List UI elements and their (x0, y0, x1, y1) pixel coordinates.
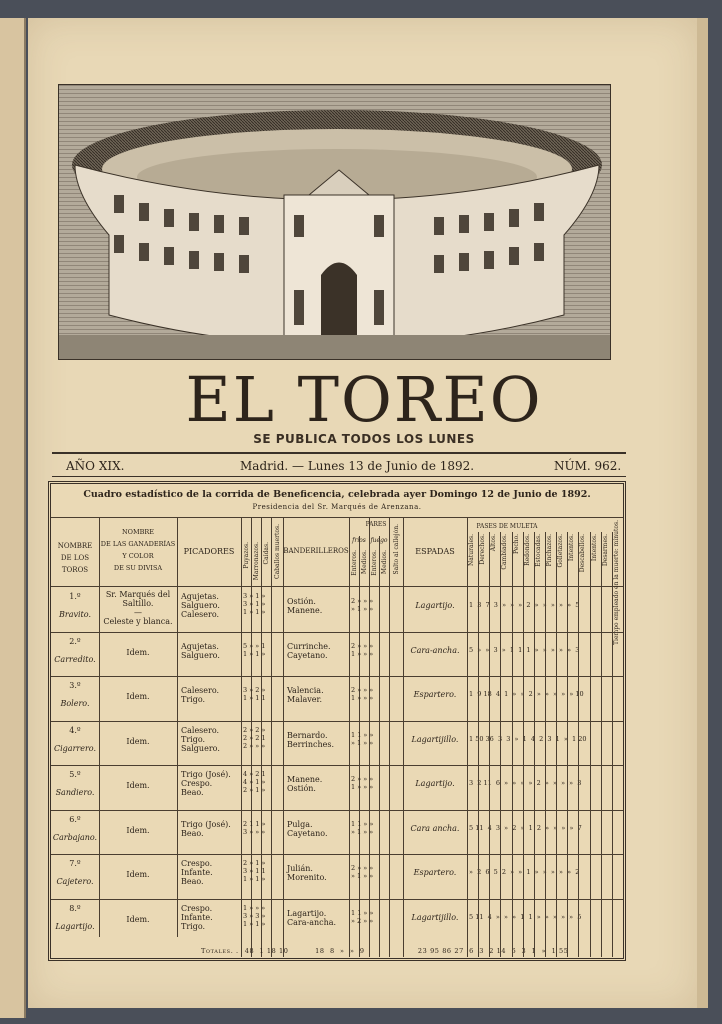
totals-row (201, 947, 568, 955)
col-rule (241, 517, 242, 957)
header-nombre-toros-text: NOMBRE DE LOS TOROS (57, 542, 93, 574)
picadores-figures: 3 » 1 » 3 » 1 » 1 » 1 » (243, 592, 266, 616)
pases-figures: 1 50 36 3 3 » 1 4 2 3 1 » 1 20 (469, 734, 587, 743)
picadores-figures: 2 » 1 » 3 » 1 1 1 » 1 » (243, 859, 266, 883)
pases-figures: 5 11 4 » » » 1 1 » » » » » 5 (469, 912, 582, 921)
bull-name: Sandiero. (55, 788, 95, 797)
table-presidency: Presidencia del Sr. Marqués de Arenzana. (252, 503, 422, 511)
bull-name: Bravito. (59, 610, 91, 619)
picadores-names: Agujetas. Salguero. Calesero. (181, 592, 220, 619)
bull-order: 1.º (69, 592, 81, 601)
pases-figures: 5 11 4 3 » 2 » 1 2 » » » » 7 (469, 823, 582, 832)
vheader-caballos: Caballos muertos. (274, 524, 281, 580)
row-rule (51, 854, 623, 855)
vheader-pase-13: Desarmes. (601, 534, 609, 567)
row-rule (51, 899, 623, 900)
bull-order: 2.º (69, 636, 81, 646)
picadores-names: Crespo. Infante. Beao. (181, 859, 213, 886)
banderilleros-figures: 1 1 » » » 1 » » (351, 730, 374, 747)
picadores-names: Agujetas. Salguero. (181, 641, 220, 660)
bull-name: Cajetero. (56, 877, 94, 886)
vheader-medios: Medios. (361, 550, 368, 575)
banderilleros-names: Julián. Morenito. (287, 864, 327, 882)
page-edge (700, 18, 708, 1008)
ganaderia-name: Idem. (126, 736, 150, 746)
bull-order: 6.º (69, 814, 81, 824)
bull-order: 4.º (69, 725, 81, 735)
picadores-figures: 4 » 2 1 4 » 1 » 2 » 1 » (243, 770, 266, 794)
picadores-names: Trigo (José). Beao. (181, 819, 231, 838)
picadores-figures: 5 » » 1 1 » 1 » (243, 641, 266, 658)
pases-figures: 3 2 11 6 » » » » 2 » » » » 3 (469, 779, 582, 787)
masthead-subtitle: SE PUBLICA TODOS LOS LUNES (253, 432, 475, 446)
vheader-pase-2: Derechos. (479, 534, 487, 565)
pase-col-rule (556, 532, 557, 957)
ganaderia-name: Idem. (126, 914, 150, 924)
vheader-puyazos: Puyazos. (243, 542, 250, 569)
banderilleros-figures: 2 » » » 1 » » » (351, 641, 374, 658)
espada-name: Cara ancha. (410, 823, 460, 833)
bull-name: Bolero. (60, 699, 90, 708)
col-rule (467, 517, 468, 957)
ganaderia-name: Idem. (126, 647, 150, 657)
col-rule (283, 517, 284, 957)
espada-name: Espartero. (413, 690, 457, 699)
pase-col-rule (578, 532, 579, 957)
issue-number: NÚM. 962. (554, 459, 622, 473)
banderilleros-names: Lagartijo. Cara-ancha. (287, 908, 337, 927)
espada-name: Lagartijo. (415, 779, 455, 788)
ganaderia-name: Idem. (126, 781, 150, 790)
pase-col-rule (534, 532, 535, 957)
bull-name: Cigarrero. (54, 743, 96, 753)
row-rule (51, 676, 623, 677)
banderilleros-names: Pulga. Cayetano. (287, 819, 328, 838)
row-rule (51, 765, 623, 766)
table-rule (51, 586, 623, 587)
pase-col-rule (567, 532, 568, 957)
bull-name: Carbajano. (52, 832, 98, 842)
bull-name: Lagartijo. (55, 921, 95, 931)
ganaderia-name: Sr. Marqués del Saltillo. — Celeste y blanca. (103, 590, 173, 626)
vheader-pase-10: Intentos. (568, 534, 576, 562)
picadores-names: Trigo (José). Crespo. Beao. (181, 770, 231, 797)
pases-figures: » 2 6 5 2 » » 1 » » » » » 2 (469, 868, 580, 876)
pase-col-rule (500, 532, 501, 957)
newspaper-page (28, 18, 700, 1008)
vheader-pase-1: Naturales. (468, 534, 475, 567)
vheader-medios-fuego: Medios. (381, 550, 388, 575)
banderilleros-figures: 2 » » » » 1 » » (351, 597, 374, 613)
vheader-marronazos: Marronazos. (253, 542, 260, 581)
totals-label: Totales. . (201, 947, 239, 955)
picadores-figures: 2 » 2 » 2 » 2 1 2 » » » (243, 725, 266, 750)
espada-name: Lagartijillo. (411, 912, 459, 922)
picadores-figures: 3 » 2 » 1 » 1 1 (243, 686, 266, 702)
vheader-pase-14: Tiempo empleado en la muerte: minutos. (612, 520, 620, 645)
issue-year: AÑO XIX. (66, 459, 125, 473)
banderilleros-figures: 2 » » » 1 » » » (351, 775, 374, 791)
vheader-pase-4: Cambiados. (501, 534, 509, 570)
espada-name: Cara-ancha. (410, 645, 460, 655)
header-banderilleros: BANDERILLEROS (283, 547, 349, 555)
header-espadas: ESPADAS (415, 547, 455, 556)
pase-col-rule (478, 532, 479, 957)
banderilleros-figures: 1 1 » » » 2 » » (351, 908, 374, 925)
banderilleros-names: Bernardo. Berrinches. (287, 730, 334, 749)
pases-figures: 5 » » 3 » 1 1 1 » » » » » 3 (469, 645, 580, 654)
pase-col-rule (612, 532, 613, 957)
row-rule (51, 721, 623, 722)
banderilleros-names: Valencia. Malaver. (287, 686, 324, 704)
header-fuego: fuego (370, 537, 388, 544)
banderilleros-figures: 2 » » » 1 » » » (351, 686, 374, 702)
info-rule (52, 476, 626, 477)
col-rule (271, 517, 272, 957)
pase-col-rule (545, 532, 546, 957)
vheader-enteros: Enteros. (351, 550, 358, 576)
vheader-pase-3: Altos. (490, 534, 498, 552)
header-pases-muleta: PASES DE MULETA (476, 523, 538, 530)
issue-date: Madrid. — Lunes 13 de Junio de 1892. (240, 459, 475, 473)
bull-order: 5.º (69, 770, 81, 779)
vheader-pase-7: Estocadas. (534, 534, 542, 567)
bull-order: 8.º (69, 903, 81, 913)
vheader-pase-6: Redondos. (523, 534, 531, 566)
banderilleros-figures: 1 1 » » » 1 » » (351, 819, 374, 836)
picadores-figures: 1 » » » 3 » 3 » 1 » 1 » (243, 903, 266, 928)
vheader-salto: Salto al callejón. (393, 524, 400, 575)
vheader-enteros-fuego: Enteros. (371, 550, 378, 576)
pase-col-rule (590, 532, 591, 957)
ganaderia-name: Idem. (126, 870, 150, 879)
vheader-pase-12: Intentos. (590, 534, 598, 562)
banderilleros-names: Currinche. Cayetano. (287, 641, 331, 660)
bull-name: Carredito. (54, 654, 96, 664)
header-ganaderias-text: NOMBRE DE LAS GANADERÍAS Y COLOR DE SU DIVISA (100, 528, 176, 572)
header-nombre-toros (51, 540, 99, 576)
espada-name: Lagartijo. (415, 601, 455, 610)
picadores-names: Crespo. Infante. Trigo. (181, 903, 213, 931)
col-rule (177, 517, 178, 937)
header-ganaderias (99, 526, 177, 574)
picadores-names: Calesero. Trigo. Salguero. (181, 725, 220, 753)
header-frios: fríos (352, 537, 366, 544)
header-rule (52, 452, 626, 454)
row-rule (51, 632, 623, 633)
espada-name: Espartero. (413, 868, 457, 877)
vheader-pase-8: Pinchazos. (546, 534, 553, 567)
statistics-table (48, 481, 626, 961)
espada-name: Lagartijillo. (411, 734, 459, 744)
picadores-names: Calesero. Trigo. (181, 686, 220, 704)
bull-order: 7.º (69, 859, 81, 868)
picadores-figures: 2 1 1 » 3 » » » (243, 819, 266, 836)
pase-col-rule (523, 532, 524, 957)
row-rule (51, 810, 623, 811)
banderilleros-figures: 2 » » » » 1 » » (351, 864, 374, 880)
pases-figures: 1 9 18 4 1 » » 2 » » » » » 10 (469, 690, 584, 698)
masthead-title: EL TOREO (185, 363, 543, 436)
pase-col-rule (512, 532, 513, 957)
banderilleros-names: Ostión. Manene. (287, 597, 323, 615)
ganaderia-name: Idem. (126, 692, 150, 701)
totals-values: 48 1 18 10 18 8 » » 9 23 95 86 27 6 3 2 14 6 3 1 » 1 55 (244, 947, 569, 955)
table-caption: Cuadro estadístico de la corrida de Beneficencia, celebrada ayer Domingo 12 de Junio de 1892. (83, 489, 591, 500)
col-rule (389, 517, 390, 957)
ganaderia-name: Idem. (126, 825, 150, 835)
pase-col-rule (601, 532, 602, 957)
bull-order: 3.º (69, 681, 81, 690)
vheader-pase-11: Descabellos. (579, 534, 587, 573)
previous-page-edge (0, 18, 26, 1018)
col-rule (379, 536, 380, 957)
banderilleros-names: Manene. Ostión. (287, 775, 323, 793)
bullring-engraving (58, 84, 611, 360)
header-pares: PARES (365, 521, 387, 528)
col-rule (349, 517, 350, 957)
pase-col-rule (489, 532, 490, 957)
vheader-pase-5: Pecho. (512, 534, 520, 554)
header-picadores: PICADORES (183, 547, 235, 556)
table-rule (51, 517, 623, 518)
pases-figures: 1 3 7 3 » » » 2 » » » » » 5 (469, 601, 580, 609)
vheader-pase-9: Golletazos. (557, 534, 565, 568)
vheader-caidas: Caídas. (263, 542, 270, 565)
